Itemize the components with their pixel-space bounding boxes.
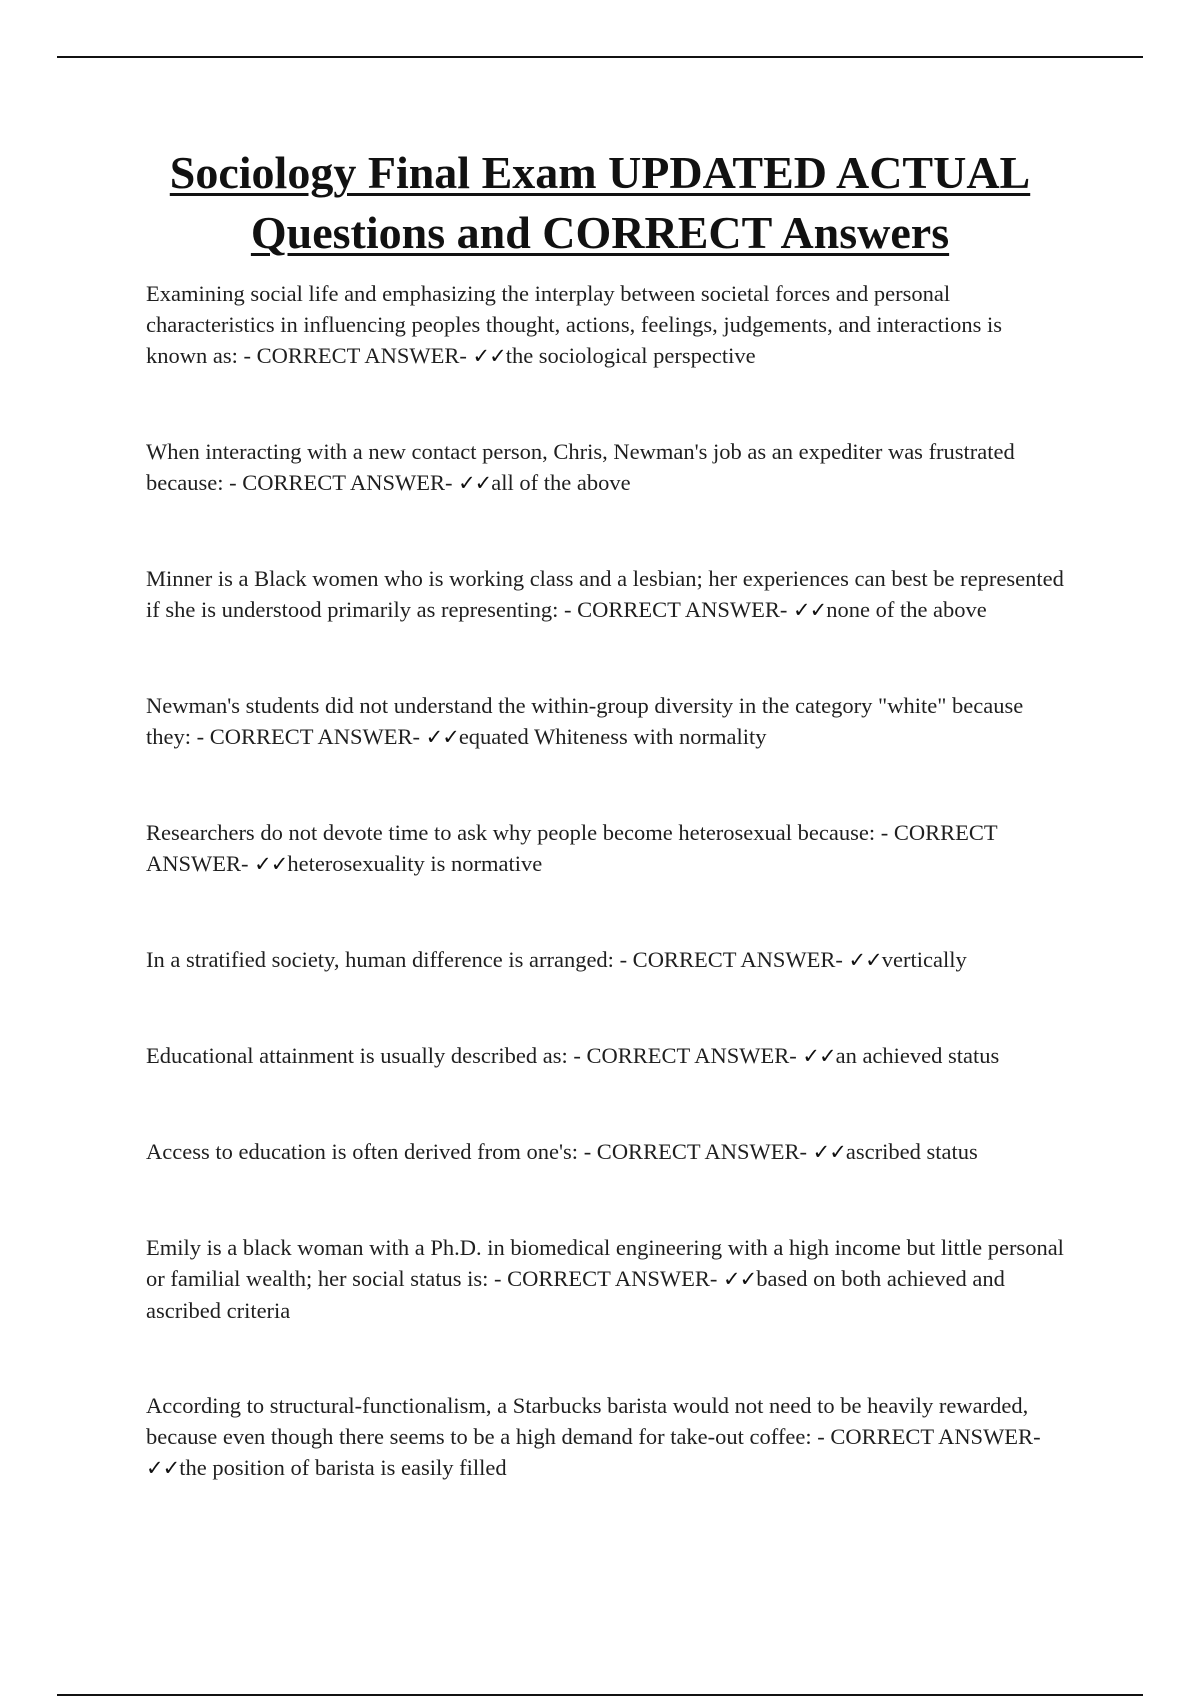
answer-marker: - CORRECT ANSWER- — [223, 470, 459, 495]
question-text: Examining social life and emphasizing the interplay between societal forces and personal characteristics in influencing peoples thought, actions, feelings, judgements, and interactions is known as: — [146, 281, 1003, 368]
answer-text: the position of barista is easily filled — [179, 1455, 507, 1480]
answer-text: an achieved status — [835, 1043, 1000, 1068]
answer-text: none of the above — [826, 597, 987, 622]
double-check-icon: ✓✓ — [723, 1267, 757, 1291]
question-text: Emily is a black woman with a Ph.D. in biomedical engineering with a high income but little personal or familial wealth; her social status is: — [146, 1235, 1064, 1291]
qa-item — [146, 278, 1066, 372]
double-check-icon: ✓✓ — [425, 725, 459, 749]
question-text: Educational attainment is usually described as: — [146, 1043, 568, 1068]
double-check-icon: ✓✓ — [254, 852, 288, 876]
question-text: Access to education is often derived from one's: — [146, 1139, 579, 1164]
answer-text: the sociological perspective — [505, 343, 756, 368]
qa-item — [146, 1390, 1066, 1484]
double-check-icon: ✓✓ — [472, 344, 506, 368]
question-text: When interacting with a new contact person, Chris, Newman's job as an expediter was frustrated because: — [146, 439, 1015, 495]
answer-marker: - CORRECT ANSWER- — [237, 343, 473, 368]
qa-item — [146, 436, 1066, 499]
answer-text: based on both achieved and ascribed criteria — [146, 1266, 1005, 1323]
answer-marker: - CORRECT ANSWER- — [146, 820, 998, 876]
top-rule — [57, 56, 1143, 58]
qa-item — [146, 690, 1066, 753]
answer-marker: - CORRECT ANSWER- — [567, 1043, 803, 1068]
qa-item — [146, 1040, 1066, 1072]
bottom-rule — [57, 1694, 1143, 1696]
answer-text: vertically — [881, 947, 967, 972]
question-text: In a stratified society, human difference is arranged: — [146, 947, 614, 972]
qa-item — [146, 563, 1066, 626]
answer-text: ascribed status — [845, 1139, 978, 1164]
question-answer-list — [146, 278, 1066, 1548]
qa-item — [146, 817, 1066, 880]
answer-text: heterosexuality is normative — [287, 851, 543, 876]
answer-marker: - CORRECT ANSWER- — [613, 947, 849, 972]
title-line-2: Questions and CORRECT Answers — [250, 207, 950, 258]
answer-text: equated Whiteness with normality — [458, 724, 767, 749]
question-text: Newman's students did not understand the within-group diversity in the category "white" because they: — [146, 693, 1024, 749]
double-check-icon: ✓✓ — [458, 471, 492, 495]
document-title — [100, 143, 1100, 263]
question-text: According to structural-functionalism, a Starbucks barista would not need to be heavily rewarded, because even though there seems to be a high demand for take-out coffee: — [146, 1393, 1029, 1449]
double-check-icon: ✓✓ — [146, 1456, 180, 1480]
double-check-icon: ✓✓ — [848, 948, 882, 972]
double-check-icon: ✓✓ — [793, 598, 827, 622]
answer-marker: - CORRECT ANSWER- — [191, 724, 426, 749]
title-line-1: Sociology Final Exam UPDATED ACTUAL — [169, 147, 1031, 198]
answer-marker: - CORRECT ANSWER- — [811, 1424, 1041, 1449]
double-check-icon: ✓✓ — [802, 1044, 836, 1068]
qa-item — [146, 944, 1066, 976]
answer-marker: - CORRECT ANSWER- — [558, 597, 794, 622]
qa-item — [146, 1136, 1066, 1168]
question-text: Minner is a Black women who is working class and a lesbian; her experiences can best be represented if she is understood primarily as representing: — [146, 566, 1064, 622]
answer-text: all of the above — [491, 470, 631, 495]
double-check-icon: ✓✓ — [812, 1140, 846, 1164]
qa-item — [146, 1232, 1066, 1326]
question-text: Researchers do not devote time to ask why people become heterosexual because: — [146, 820, 876, 845]
answer-marker: - CORRECT ANSWER- — [578, 1139, 813, 1164]
answer-marker: - CORRECT ANSWER- — [488, 1266, 724, 1291]
